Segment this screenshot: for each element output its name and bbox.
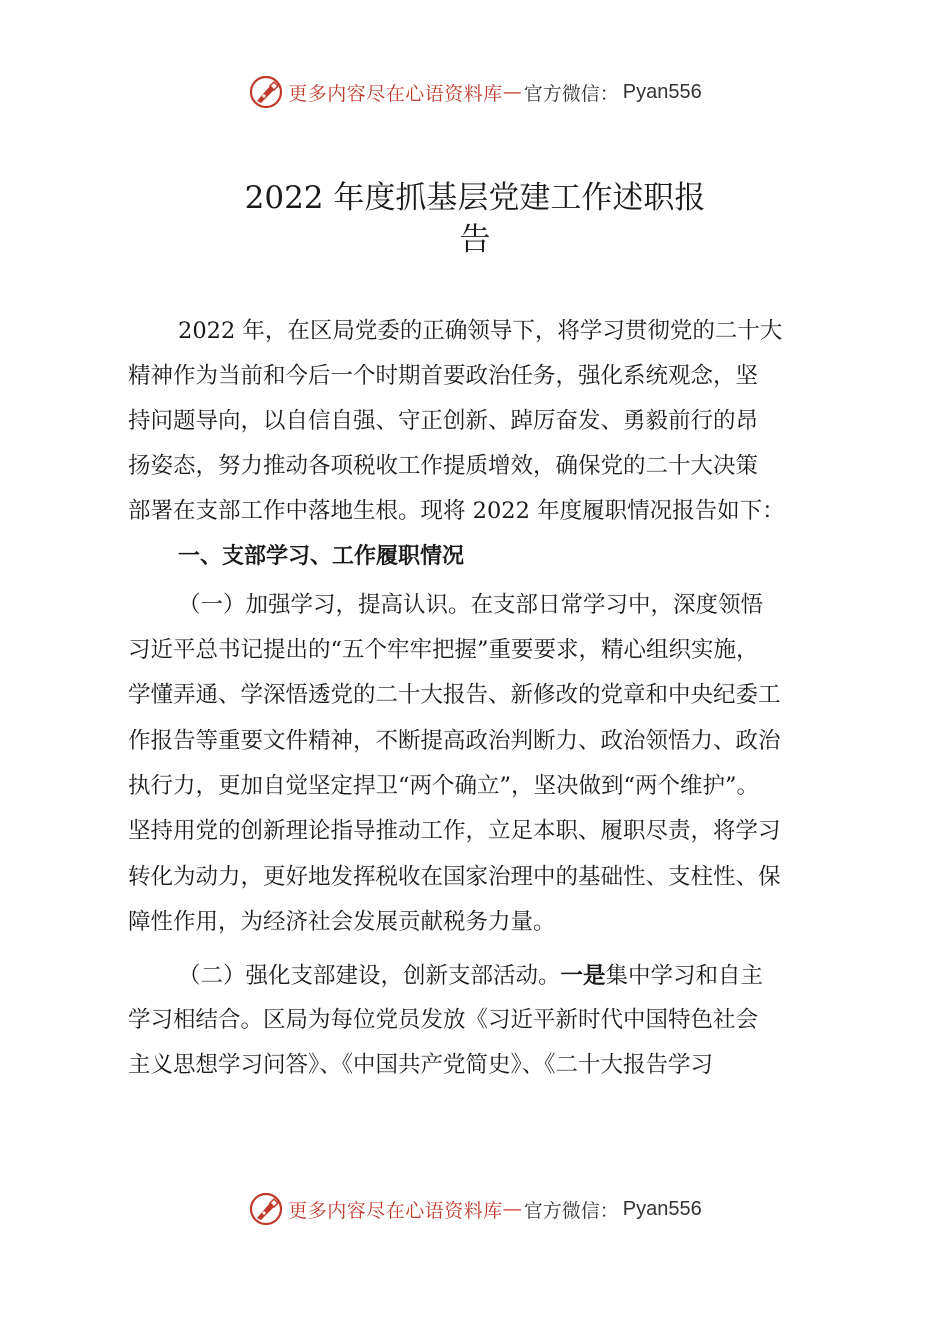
header-watermark [0, 72, 950, 112]
sub1-line-4: 作报告等重要文件精神，不断提高政治判断力、政治领悟力、政治 [128, 728, 781, 754]
watermark-separator: — [502, 1198, 522, 1220]
watermark-official-label: 官方微信： [523, 1199, 619, 1222]
fountain-pen-logo-icon [248, 74, 284, 110]
intro-line-3: 持问题导向，以自信自强、守正创新、踔厉奋发、勇毅前行的昂 [128, 408, 759, 434]
watermark-brand-text: 更多内容尽在心语资料库 [288, 1199, 503, 1222]
intro-line-1: 2022 年，在区局党委的正确领导下，将学习贯彻党的二十大 [178, 318, 783, 344]
watermark-separator: — [502, 81, 522, 103]
sub2-heading-text: （二）强化支部建设，创新支部活动。 [178, 963, 561, 989]
document-title-line-2: 告 [459, 222, 491, 258]
watermark-wechat-id: Pyan556 [622, 1197, 702, 1220]
sub2-emphasis: 一是 [560, 963, 606, 989]
sub1-line-7: 转化为动力，更好地发挥税收在国家治理中的基础性、支柱性、保 [128, 864, 781, 890]
sub2-line-1 [178, 961, 763, 991]
watermark-wechat-id: Pyan556 [622, 80, 702, 103]
sub1-line-8: 障性作用，为经济社会发展贡献税务力量。 [128, 909, 556, 935]
intro-line-5: 部署在支部工作中落地生根。现将 2022 年度履职情况报告如下： [128, 498, 785, 524]
watermark-official-label: 官方微信： [523, 82, 619, 105]
sub2-line-3: 主义思想学习问答》、《中国共产党简史》、《二十大报告学习 [128, 1052, 714, 1078]
sub1-line-5: 执行力，更加自觉坚定捍卫“两个确立”，坚决做到“两个维护”。 [128, 773, 760, 799]
sub2-line-2: 学习相结合。区局为每位党员发放《习近平新时代中国特色社会 [128, 1007, 759, 1033]
sub1-line-3: 学懂弄通、学深悟透党的二十大报告、新修改的党章和中央纪委工 [128, 682, 781, 708]
fountain-pen-logo-icon [248, 1191, 284, 1227]
sub1-line-6: 坚持用党的创新理论指导推动工作，立足本职、履职尽责，将学习 [128, 818, 781, 844]
sub1-line-2: 习近平总书记提出的“五个牢牢把握”重要要求，精心组织实施， [128, 637, 759, 663]
watermark-brand-text: 更多内容尽在心语资料库 [288, 82, 503, 105]
section-1-heading: 一、支部学习、工作履职情况 [178, 544, 465, 569]
footer-watermark [0, 1189, 950, 1229]
intro-line-4: 扬姿态，努力推动各项税收工作提质增效，确保党的二十大决策 [128, 453, 759, 479]
intro-line-2: 精神作为当前和今后一个时期首要政治任务，强化系统观念，坚 [128, 363, 759, 389]
sub2-first-line-rest: 集中学习和自主 [605, 963, 764, 989]
sub1-line-1: （一）加强学习，提高认识。在支部日常学习中，深度领悟 [178, 592, 764, 618]
document-title-line-1: 2022 年度抓基层党建工作述职报 [244, 180, 706, 216]
